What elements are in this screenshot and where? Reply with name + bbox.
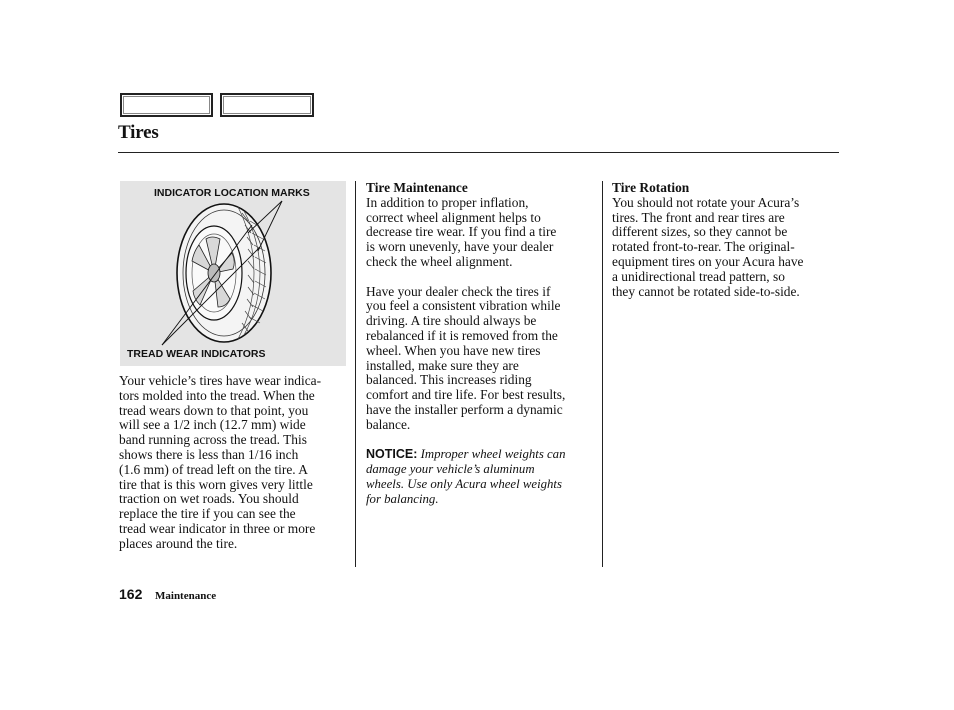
page-title: Tires [118, 122, 159, 143]
text-line: places around the tire. [119, 535, 238, 551]
nav-box-2[interactable] [220, 93, 314, 117]
text-line: band running across the tread. This [119, 432, 307, 448]
tread-wear-label: TREAD WEAR INDICATORS [127, 348, 266, 360]
tire-illustration-icon [120, 181, 346, 366]
notice-label: NOTICE: [366, 447, 418, 462]
column-divider-2 [602, 181, 603, 567]
text-line: replace the tire if you can see the [119, 506, 296, 522]
notice-line: for balancing. [366, 492, 439, 507]
text-line: wheel. When you have new tires [366, 342, 541, 358]
column-2 [366, 181, 598, 507]
text-line: will see a 1/2 inch (12.7 mm) wide [119, 417, 306, 433]
text-line: tires. The front and rear tires are [612, 209, 785, 225]
text-line: tread wear indicator in three or more [119, 520, 316, 536]
text-line: different sizes, so they cannot be [612, 224, 788, 240]
text-line: In addition to proper inflation, [366, 194, 529, 210]
text-line: have the installer perform a dynamic [366, 401, 563, 417]
section-name: Maintenance [155, 590, 217, 602]
tire-maintenance-heading: Tire Maintenance [366, 180, 468, 195]
text-line: tors molded into the tread. When the [119, 387, 315, 403]
text-line: tread wears down to that point, you [119, 402, 309, 418]
text-line: they cannot be rotated side-to-side. [612, 283, 800, 299]
text-line: Your vehicle’s tires have wear indica- [119, 373, 322, 388]
text-line: a unidirectional tread pattern, so [612, 268, 785, 284]
text-line: driving. A tire should always be [366, 313, 537, 329]
column-1 [119, 374, 351, 552]
text-line: check the wheel alignment. [366, 253, 513, 269]
notice-text: Improper wheel weights can [420, 447, 566, 462]
text-line: is worn unevenly, have your dealer [366, 239, 554, 255]
indicator-location-label: INDICATOR LOCATION MARKS [154, 187, 310, 199]
text-line: balanced. This increases riding [366, 372, 532, 388]
column-3 [612, 181, 837, 299]
text-line: correct wheel alignment helps to [366, 209, 541, 225]
text-line: decrease tire wear. If you find a tire [366, 224, 557, 240]
text-line: Have your dealer check the tires if [366, 283, 551, 299]
nav-box-1[interactable] [120, 93, 213, 117]
text-line: You should not rotate your Acura’s [612, 194, 800, 210]
column-divider-1 [355, 181, 356, 567]
text-line: equipment tires on your Acura have [612, 253, 804, 269]
notice-line: wheels. Use only Acura wheel weights [366, 477, 562, 492]
text-line: comfort and tire life. For best results, [366, 387, 566, 403]
page-number: 162 [119, 586, 143, 602]
text-line: rotated front-to-rear. The original- [612, 239, 795, 255]
text-line: (1.6 mm) of tread left on the tire. A [119, 461, 308, 477]
notice-line [366, 447, 598, 462]
tire-figure [120, 181, 346, 366]
text-line: rebalanced if it is removed from the [366, 327, 558, 343]
text-line: traction on wet roads. You should [119, 491, 299, 507]
text-line: shows there is less than 1/16 inch [119, 446, 299, 462]
text-line: you feel a consistent vibration while [366, 298, 561, 314]
tire-rotation-heading: Tire Rotation [612, 180, 690, 195]
text-line: installed, make sure they are [366, 357, 519, 373]
text-line: tire that is this worn gives very little [119, 476, 313, 492]
notice-line: damage your vehicle’s aluminum [366, 462, 535, 477]
title-rule [118, 152, 839, 153]
text-line: balance. [366, 416, 411, 432]
